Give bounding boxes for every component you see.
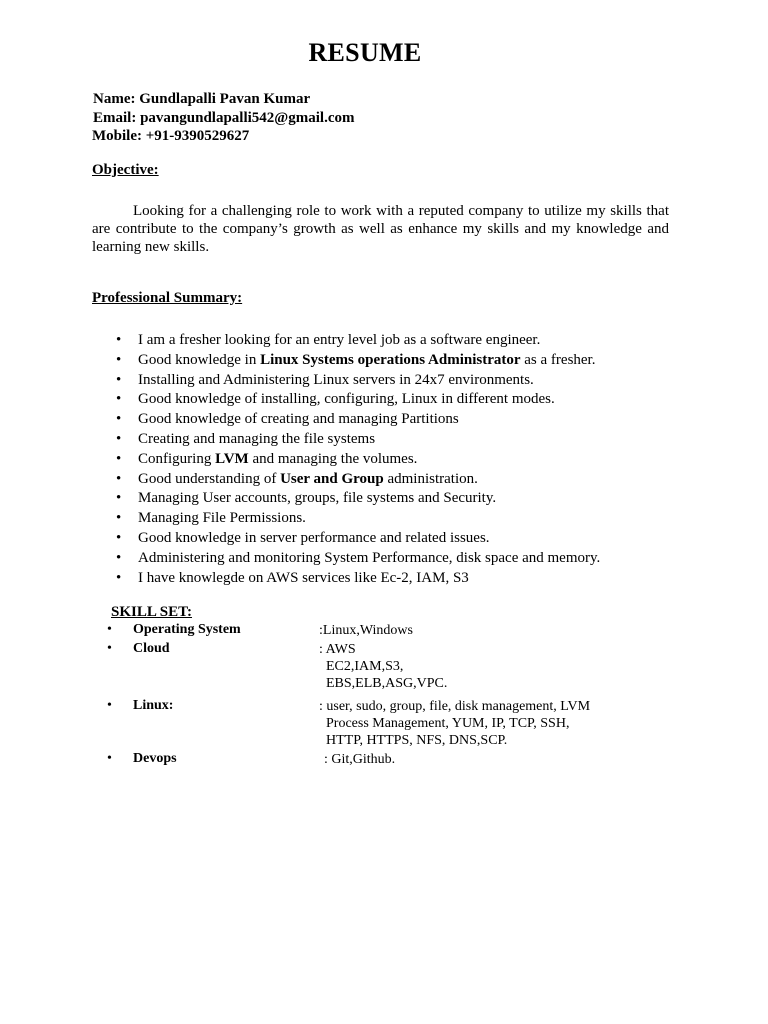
objective-heading: Objective: — [92, 162, 159, 178]
summary-item-text — [138, 331, 540, 351]
skill-value-line: : AWS — [319, 642, 356, 657]
summary-item-text-part: and managing the volumes. — [248, 450, 418, 467]
bullet-icon: • — [107, 751, 112, 766]
skill-value-line: :Linux,Windows — [319, 623, 413, 638]
bullet-icon: • — [116, 529, 122, 546]
summary-item-text — [138, 351, 595, 371]
summary-item — [92, 569, 692, 589]
skill-value — [319, 622, 413, 639]
summary-item-text — [138, 569, 469, 589]
summary-item-text-part: Good understanding of — [138, 470, 281, 487]
summary-item-text-part: administration. — [383, 470, 478, 487]
summary-item-text-part: Configuring — [138, 450, 216, 467]
summary-heading: Professional Summary: — [92, 290, 243, 306]
summary-item — [92, 410, 692, 430]
skill-value — [319, 698, 590, 749]
summary-item-text-part: as a fresher. — [520, 351, 596, 368]
skills-heading: SKILL SET: — [111, 604, 193, 620]
summary-item — [92, 430, 692, 450]
skill-value — [324, 751, 395, 768]
summary-item-text-part: Good knowledge in server performance and related issues. — [138, 529, 490, 546]
summary-item — [92, 489, 692, 509]
summary-item-text-part: Administering and monitoring System Performance, disk space and memory. — [138, 549, 601, 566]
summary-item-text — [138, 529, 490, 549]
contact-email: Email: pavangundlapalli542@gmail.com — [93, 109, 355, 126]
objective-text: Looking for a challenging role to work with a reputed company to utilize my skills that are contribute to the company’s growth as well as enhance my skills and my knowledge and learning new skills. — [92, 203, 669, 255]
skill-value-line: Process Management, YUM, IP, TCP, SSH, — [319, 716, 570, 731]
skill-value-line: HTTP, HTTPS, NFS, DNS,SCP. — [319, 733, 508, 748]
summary-item-text — [138, 450, 417, 470]
bullet-icon: • — [116, 371, 122, 388]
bullet-icon: • — [116, 470, 122, 487]
summary-item-emphasis: User and Group — [280, 470, 384, 487]
summary-item-text — [138, 549, 600, 569]
skill-value-line: EC2,IAM,S3, — [319, 659, 404, 674]
contact-block — [92, 90, 355, 146]
skill-value-line: : user, sudo, group, file, disk management, LVM — [319, 699, 591, 714]
summary-item — [92, 529, 692, 549]
bullet-icon: • — [107, 641, 112, 656]
bullet-icon: • — [116, 430, 122, 447]
summary-item-text — [138, 410, 459, 430]
bullet-icon: • — [116, 510, 122, 527]
bullet-icon: • — [107, 698, 112, 713]
summary-item — [92, 351, 692, 371]
bullet-icon: • — [116, 332, 122, 348]
skill-name: Linux: — [133, 698, 174, 713]
summary-item-emphasis: LVM — [215, 450, 249, 467]
summary-item-emphasis: Linux Systems operations Administrator — [260, 351, 521, 368]
summary-item-text-part: Good knowledge of creating and managing Partitions — [138, 411, 459, 428]
summary-list — [92, 331, 692, 588]
summary-item-text-part: I am a fresher looking for an entry level job as a software engineer. — [138, 332, 541, 348]
bullet-icon: • — [116, 490, 122, 507]
skill-value-line: EBS,ELB,ASG,VPC. — [319, 676, 448, 691]
summary-item — [92, 509, 692, 529]
bullet-icon: • — [116, 391, 122, 408]
bullet-icon: • — [116, 351, 122, 368]
summary-item-text-part: Good knowledge of installing, configuring, Linux in different modes. — [138, 391, 555, 408]
skill-value-line: : Git,Github. — [324, 752, 396, 767]
summary-item-text-part: Managing User accounts, groups, file systems and Security. — [138, 490, 497, 507]
bullet-icon: • — [116, 549, 122, 566]
skill-value — [319, 641, 447, 692]
summary-item-text — [138, 470, 478, 490]
summary-item-text-part: Creating and managing the file systems — [138, 430, 376, 447]
summary-item-text — [138, 489, 496, 509]
skill-name: Cloud — [133, 641, 170, 656]
summary-item-text-part: Managing File Permissions. — [138, 510, 306, 527]
summary-item — [92, 549, 692, 569]
summary-item-text-part: I have knowlegde on AWS services like Ec-2, IAM, S3 — [138, 569, 469, 586]
bullet-icon: • — [116, 450, 122, 467]
bullet-icon: • — [107, 622, 112, 637]
skill-name: Devops — [133, 751, 177, 766]
summary-item-text-part: Good knowledge in — [138, 351, 261, 368]
contact-mobile: Mobile: +91-9390529627 — [92, 128, 250, 144]
summary-item — [92, 470, 692, 490]
summary-item-text — [138, 390, 555, 410]
summary-item-text — [138, 371, 534, 391]
bullet-icon: • — [116, 411, 122, 428]
bullet-icon: • — [116, 569, 122, 586]
resume-title: RESUME — [308, 38, 422, 67]
contact-name: Name: Gundlapalli Pavan Kumar — [93, 91, 311, 107]
summary-item — [92, 450, 692, 470]
summary-item-text — [138, 509, 306, 529]
summary-item-text — [138, 430, 375, 450]
summary-item — [92, 331, 692, 351]
summary-item-text-part: Installing and Administering Linux servers in 24x7 environments. — [138, 371, 534, 388]
summary-item — [92, 371, 692, 391]
skill-name: Operating System — [133, 622, 241, 637]
summary-item — [92, 390, 692, 410]
